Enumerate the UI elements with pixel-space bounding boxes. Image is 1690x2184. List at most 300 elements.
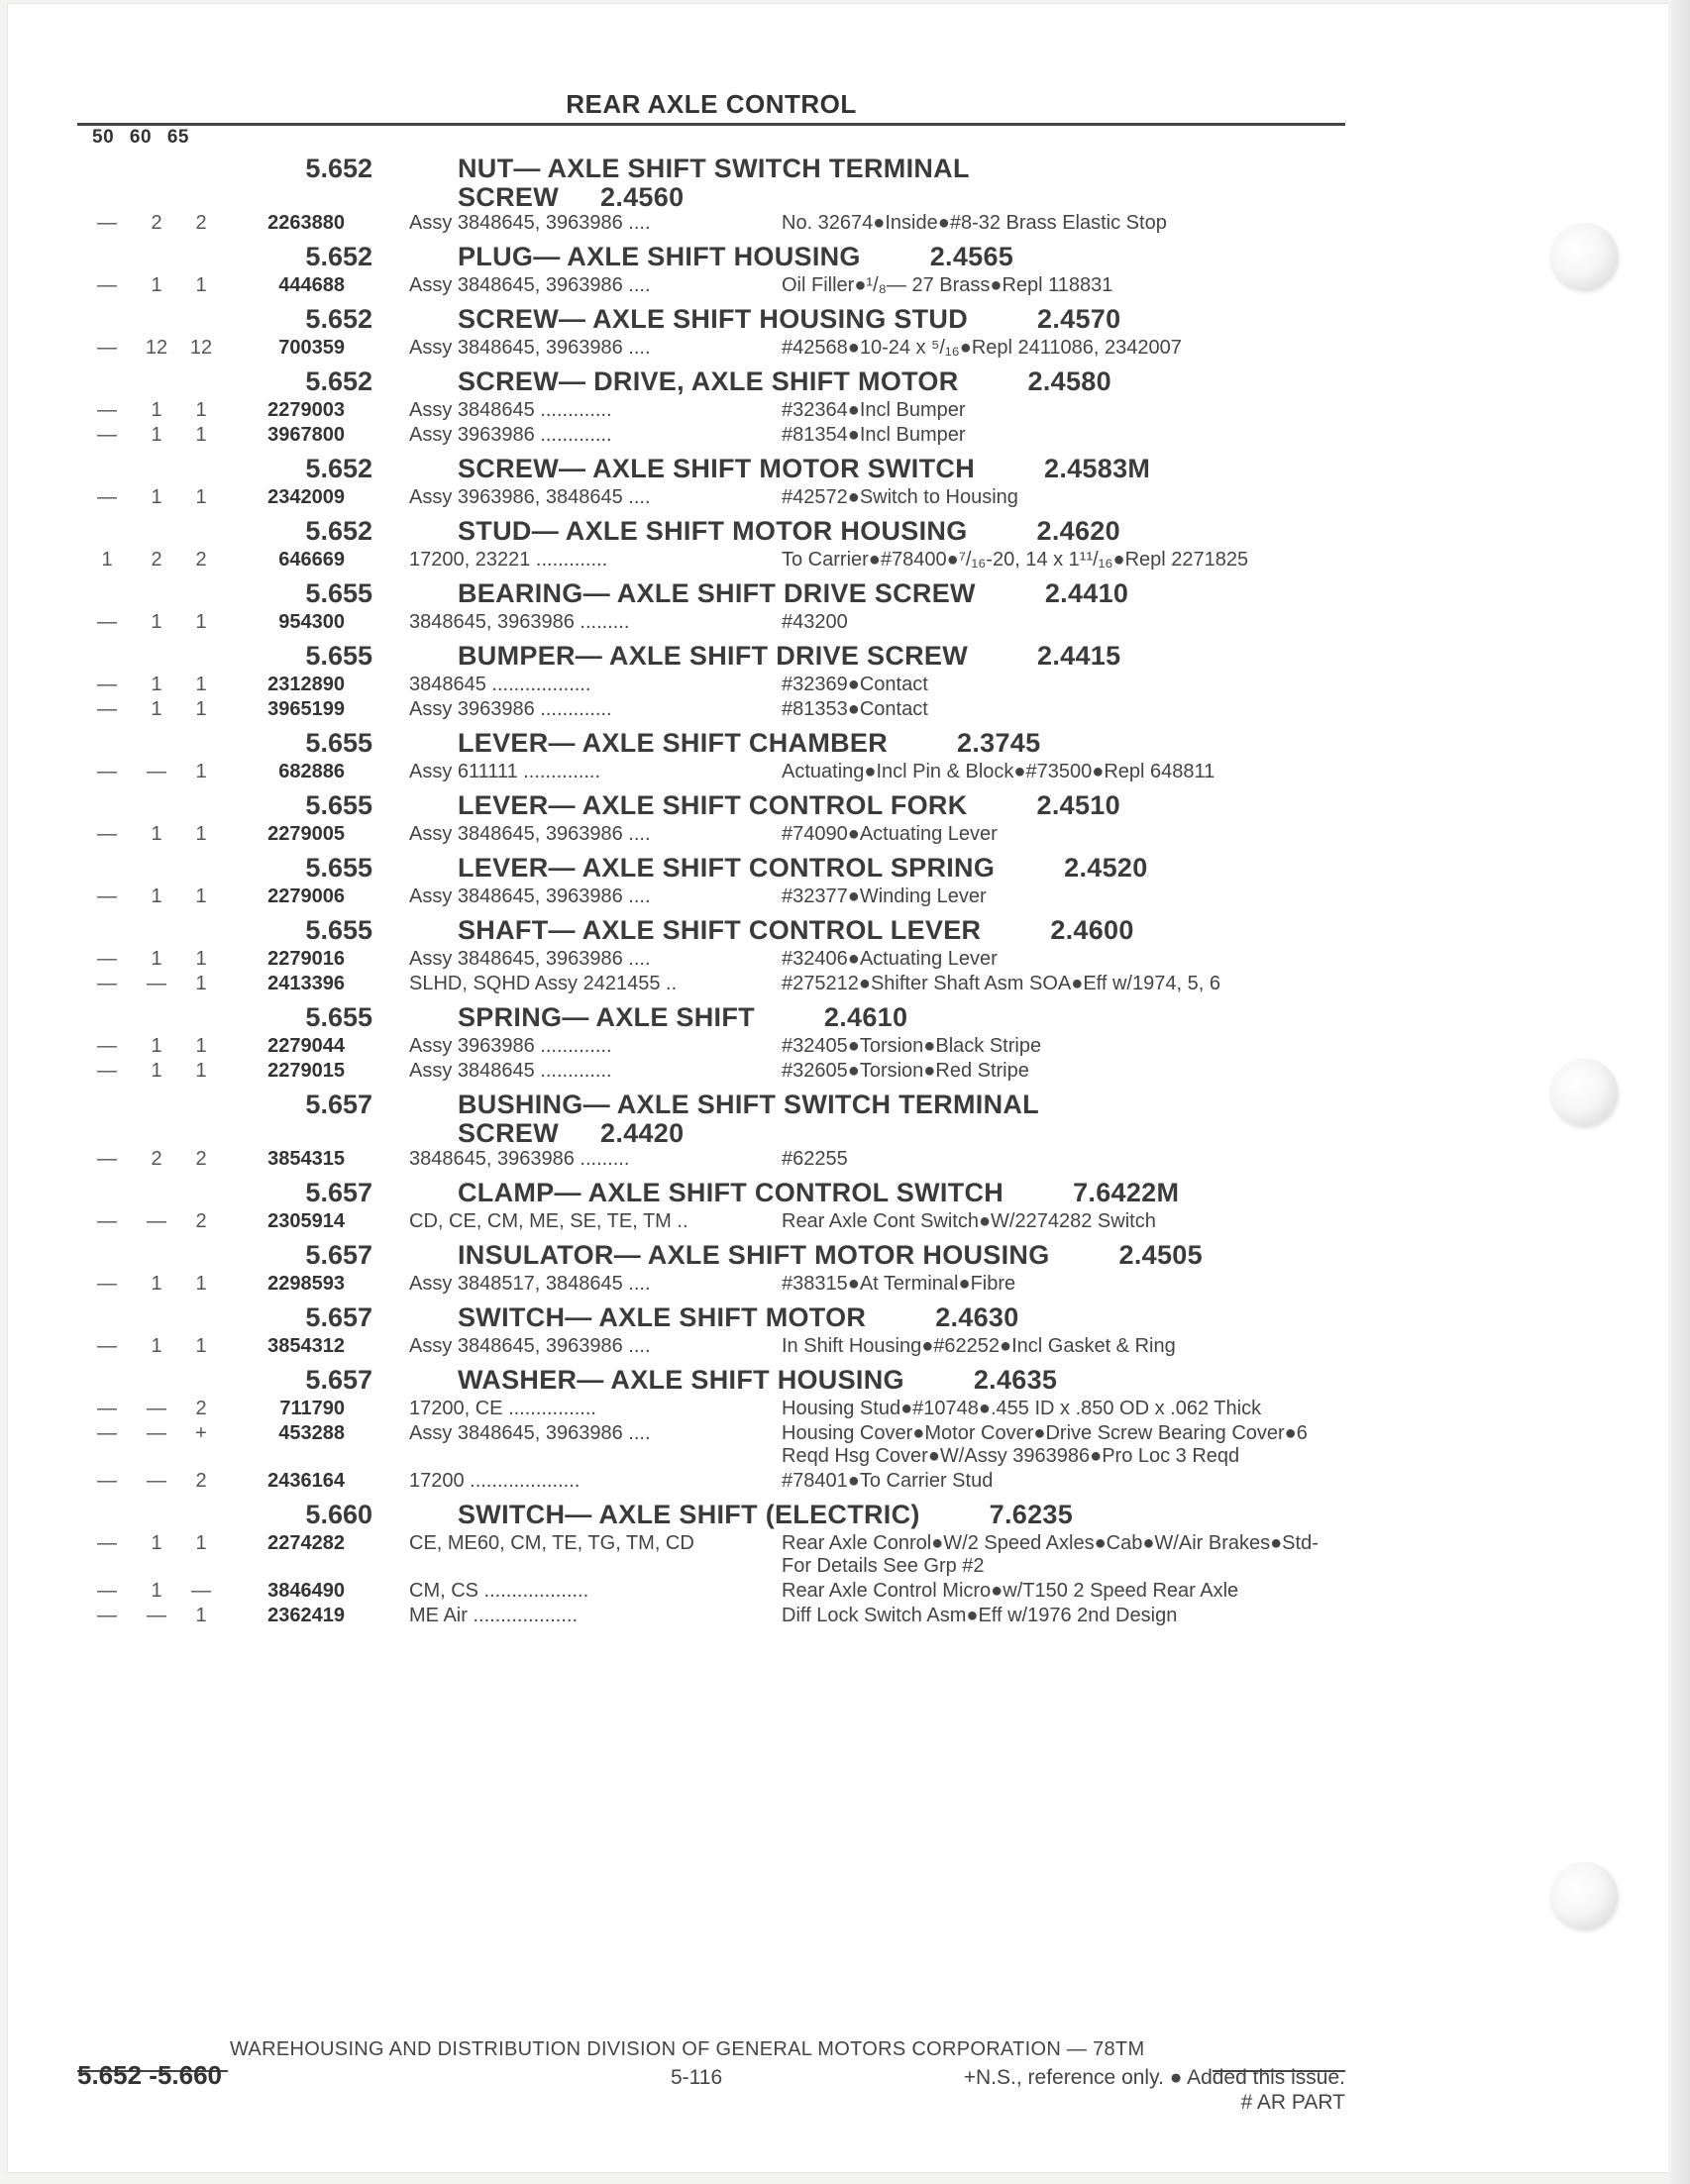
- group-description: [458, 1500, 1073, 1530]
- group-header: [0, 636, 1690, 674]
- model-usage: Assy 3963986 .............: [409, 1035, 612, 1057]
- group-header: [0, 997, 1690, 1035]
- model-usage: ME Air ...................: [409, 1605, 579, 1626]
- part-row: [0, 1422, 1690, 1470]
- part-group: [0, 299, 1690, 362]
- qty-60: 1: [151, 611, 162, 633]
- qty-65: 1: [195, 823, 207, 845]
- part-number: 2279044: [267, 1035, 345, 1057]
- qty-50: —: [97, 1470, 117, 1492]
- part-description: #32405●Torsion●Black Stripe: [782, 1035, 1042, 1057]
- part-group: [0, 785, 1690, 848]
- model-usage: CE, ME60, CM, TE, TG, TM, CD: [409, 1532, 694, 1554]
- part-row: [0, 761, 1690, 785]
- group-number: 5.655: [305, 728, 372, 758]
- qty-60: 1: [151, 674, 162, 695]
- part-row: [0, 1605, 1690, 1629]
- part-number: 3967800: [267, 424, 345, 446]
- group-description: [458, 1090, 1039, 1149]
- qty-65: 1: [195, 885, 207, 907]
- group-description-line-2: [458, 182, 970, 213]
- qty-60: 1: [151, 823, 162, 845]
- group-header: [0, 449, 1690, 486]
- part-row: [0, 1060, 1690, 1085]
- qty-60: 1: [151, 885, 162, 907]
- column-header-60: 60: [129, 127, 153, 148]
- group-description-text: INSULATOR— AXLE SHIFT MOTOR HOUSING: [458, 1240, 1050, 1270]
- model-usage: Assy 3848645, 3963986 ....: [409, 948, 651, 970]
- illustration-number: 2.4610: [823, 1002, 908, 1032]
- qty-50: —: [97, 698, 117, 720]
- part-group: [0, 237, 1690, 299]
- group-number: 5.655: [305, 915, 372, 945]
- part-group: [0, 362, 1690, 449]
- qty-50: —: [97, 1335, 117, 1357]
- model-usage: Assy 3848645, 3963986 ....: [409, 1422, 651, 1444]
- group-description-text: SCREW— DRIVE, AXLE SHIFT MOTOR: [458, 366, 959, 396]
- model-usage: Assy 3848517, 3848645 ....: [409, 1273, 651, 1295]
- group-description-text: LEVER— AXLE SHIFT CONTROL FORK: [458, 790, 968, 820]
- qty-50: —: [97, 1273, 117, 1295]
- part-row: [0, 1273, 1690, 1298]
- page-title: REAR AXLE CONTROL: [566, 89, 857, 119]
- group-description-text: BEARING— AXLE SHIFT DRIVE SCREW: [458, 578, 976, 608]
- part-description: No. 32674●Inside●#8-32 Brass Elastic Stop: [782, 212, 1167, 234]
- part-number: 2342009: [267, 486, 345, 508]
- group-description-text-2: SCREW: [458, 182, 559, 212]
- qty-50: —: [97, 674, 117, 695]
- qty-60: 1: [151, 1060, 162, 1082]
- part-number: 2279016: [267, 948, 345, 970]
- part-description: Rear Axle Control Micro●w/T150 2 Speed Rear Axle: [782, 1580, 1239, 1602]
- part-group: [0, 1235, 1690, 1298]
- part-description: #32377●Winding Lever: [782, 885, 987, 907]
- qty-65: 1: [195, 1532, 207, 1554]
- qty-50: —: [97, 399, 117, 421]
- qty-50: —: [97, 424, 117, 446]
- qty-65: 1: [195, 611, 207, 633]
- group-description: [458, 641, 1120, 672]
- illustration-number: 2.4565: [929, 242, 1014, 271]
- qty-60: 2: [151, 1148, 162, 1170]
- group-header: [0, 362, 1690, 399]
- part-row: [0, 973, 1690, 997]
- part-row: [0, 1335, 1690, 1360]
- qty-50: —: [97, 486, 117, 508]
- qty-50: —: [97, 1580, 117, 1602]
- qty-50: —: [97, 885, 117, 907]
- qty-50: —: [97, 1532, 117, 1554]
- qty-50: —: [97, 823, 117, 845]
- part-row: [0, 424, 1690, 449]
- qty-65: +: [195, 1422, 207, 1444]
- group-number: 5.657: [305, 1302, 372, 1332]
- part-row: [0, 549, 1690, 573]
- illustration-number: 2.4580: [1027, 366, 1111, 396]
- part-description: Actuating●Incl Pin & Block●#73500●Repl 648811: [782, 761, 1215, 782]
- group-description: [458, 1240, 1203, 1271]
- qty-65: 1: [195, 399, 207, 421]
- group-number: 5.660: [305, 1500, 372, 1529]
- illustration-number: 2.4635: [973, 1365, 1058, 1395]
- group-header: [0, 149, 1690, 212]
- part-number: 2362419: [267, 1605, 345, 1626]
- qty-65: 1: [195, 1060, 207, 1082]
- group-description: [458, 304, 1120, 335]
- illustration-number: 2.4505: [1118, 1240, 1203, 1270]
- group-number: 5.652: [305, 242, 372, 271]
- group-header: [0, 910, 1690, 948]
- part-group: [0, 723, 1690, 785]
- group-description: [458, 154, 970, 213]
- parts-list: [0, 149, 1690, 1629]
- part-description: #42568●10-24 x ⁵/₁₆●Repl 2411086, 2342007: [782, 337, 1182, 359]
- illustration-number: 2.4630: [935, 1302, 1019, 1332]
- qty-65: 1: [195, 274, 207, 296]
- part-description: #32364●Incl Bumper: [782, 399, 966, 421]
- part-number: 700359: [278, 337, 345, 359]
- part-description: #43200: [782, 611, 848, 633]
- part-group: [0, 910, 1690, 997]
- group-description-text-2: SCREW: [458, 1118, 559, 1148]
- part-description: #275212●Shifter Shaft Asm SOA●Eff w/1974, 5, 6: [782, 973, 1220, 994]
- column-headers: [92, 127, 199, 149]
- qty-65: 1: [195, 1035, 207, 1057]
- part-group: [0, 573, 1690, 636]
- column-header-50: 50: [92, 127, 115, 148]
- part-description: #62255: [782, 1148, 848, 1170]
- group-description-text: LEVER— AXLE SHIFT CONTROL SPRING: [458, 853, 996, 883]
- title-rule: [77, 123, 1345, 126]
- illustration-number: 2.4415: [1037, 641, 1121, 671]
- group-description-text: LEVER— AXLE SHIFT CHAMBER: [458, 728, 889, 758]
- part-group: [0, 636, 1690, 723]
- group-number: 5.652: [305, 154, 372, 183]
- group-description-line-2: [458, 1118, 1039, 1149]
- group-number: 5.657: [305, 1090, 372, 1119]
- qty-50: 1: [101, 549, 113, 571]
- part-number: 3854315: [267, 1148, 345, 1170]
- part-description: In Shift Housing●#62252●Incl Gasket & Ring: [782, 1335, 1176, 1357]
- part-row: [0, 1580, 1690, 1605]
- model-usage: Assy 3848645, 3963986 ....: [409, 274, 651, 296]
- qty-60: 1: [151, 424, 162, 446]
- part-number: 682886: [278, 761, 345, 782]
- footer-page-number: 5-116: [671, 2066, 723, 2089]
- group-number: 5.652: [305, 366, 372, 396]
- model-usage: Assy 3848645 .............: [409, 1060, 612, 1082]
- part-group: [0, 1173, 1690, 1235]
- part-row: [0, 611, 1690, 636]
- part-description: #38315●At Terminal●Fibre: [782, 1273, 1016, 1295]
- group-header: [0, 1085, 1690, 1148]
- illustration-number: 2.4583M: [1044, 454, 1151, 483]
- model-usage: 17200, CE ................: [409, 1398, 596, 1419]
- part-row: [0, 399, 1690, 424]
- qty-65: 1: [195, 948, 207, 970]
- part-description: #32605●Torsion●Red Stripe: [782, 1060, 1029, 1082]
- group-number: 5.655: [305, 790, 372, 820]
- part-number: 2274282: [267, 1532, 345, 1554]
- model-usage: Assy 3848645, 3963986 ....: [409, 823, 651, 845]
- part-description: Diff Lock Switch Asm●Eff w/1976 2nd Design: [782, 1605, 1178, 1626]
- model-usage: 3848645, 3963986 .........: [409, 1148, 630, 1170]
- part-row: [0, 698, 1690, 723]
- model-usage: 17200 ....................: [409, 1470, 581, 1492]
- part-number: 2279006: [267, 885, 345, 907]
- model-usage: Assy 3848645, 3963986 ....: [409, 1335, 651, 1357]
- qty-65: 2: [195, 1398, 207, 1419]
- part-group: [0, 449, 1690, 511]
- qty-65: 1: [195, 698, 207, 720]
- qty-65: 12: [189, 337, 213, 359]
- qty-65: 1: [195, 761, 207, 782]
- group-header: [0, 723, 1690, 761]
- group-number: 5.655: [305, 641, 372, 671]
- part-description: #74090●Actuating Lever: [782, 823, 998, 845]
- qty-50: —: [97, 1605, 117, 1626]
- footer-group-range: 5.652 -5.660: [77, 2060, 223, 2090]
- group-number: 5.652: [305, 454, 372, 483]
- part-number: 3854312: [267, 1335, 345, 1357]
- qty-50: —: [97, 274, 117, 296]
- illustration-number: 2.4620: [1036, 516, 1120, 546]
- group-number: 5.657: [305, 1240, 372, 1270]
- qty-60: 1: [151, 948, 162, 970]
- part-number: 954300: [278, 611, 345, 633]
- illustration-number: 2.4570: [1037, 304, 1121, 334]
- part-description: Rear Axle Conrol●W/2 Speed Axles●Cab●W/Air Brakes●Std-For Details See Grp #2: [782, 1532, 1319, 1577]
- part-row: [0, 1035, 1690, 1060]
- group-description-text: SWITCH— AXLE SHIFT MOTOR: [458, 1302, 867, 1332]
- group-number: 5.652: [305, 516, 372, 546]
- group-header: [0, 848, 1690, 885]
- qty-65: 1: [195, 973, 207, 994]
- group-header: [0, 1495, 1690, 1532]
- part-description: Rear Axle Cont Switch●W/2274282 Switch: [782, 1210, 1156, 1232]
- qty-60: —: [147, 1422, 166, 1444]
- part-row: [0, 274, 1690, 299]
- illustration-number: 2.4420: [600, 1118, 685, 1148]
- part-description: To Carrier●#78400●⁷/₁₆-20, 14 x 1¹¹/₁₆●Repl 2271825: [782, 549, 1249, 571]
- part-number: 453288: [278, 1422, 345, 1444]
- model-usage: Assy 3848645, 3963986 ....: [409, 885, 651, 907]
- qty-65: 2: [195, 212, 207, 234]
- part-number: 711790: [279, 1398, 345, 1419]
- footer-company: WAREHOUSING AND DISTRIBUTION DIVISION OF GENERAL MOTORS CORPORATION — 78TM: [230, 2038, 1145, 2060]
- qty-50: —: [97, 611, 117, 633]
- model-usage: SLHD, SQHD Assy 2421455 ..: [409, 973, 678, 994]
- qty-60: 1: [151, 1580, 162, 1602]
- qty-60: 1: [151, 399, 162, 421]
- part-description: #81353●Contact: [782, 698, 928, 720]
- qty-50: —: [97, 1060, 117, 1082]
- group-description: [458, 516, 1120, 547]
- group-description: [458, 1302, 1019, 1333]
- group-header: [0, 573, 1690, 611]
- part-description: #78401●To Carrier Stud: [782, 1470, 994, 1492]
- group-description-text: WASHER— AXLE SHIFT HOUSING: [458, 1365, 904, 1395]
- qty-50: —: [97, 973, 117, 994]
- group-number: 5.657: [305, 1178, 372, 1207]
- qty-65: 2: [195, 1470, 207, 1492]
- part-row: [0, 212, 1690, 237]
- part-description: Housing Stud●#10748●.455 ID x .850 OD x .062 Thick: [782, 1398, 1262, 1419]
- binder-hole-bottom: [1550, 1862, 1618, 1929]
- part-row: [0, 823, 1690, 848]
- group-header: [0, 299, 1690, 337]
- column-header-65: 65: [166, 127, 189, 148]
- qty-65: 1: [195, 424, 207, 446]
- model-usage: Assy 3848645, 3963986 ....: [409, 337, 651, 359]
- group-header: [0, 237, 1690, 274]
- qty-60: 1: [151, 1273, 162, 1295]
- qty-50: —: [97, 1398, 117, 1419]
- part-description: Housing Cover●Motor Cover●Drive Screw Bearing Cover●6 Reqd Hsg Cover●W/Assy 3963986●Pro Loc 3 Reqd: [782, 1422, 1308, 1467]
- model-usage: CD, CE, CM, ME, SE, TE, TM ..: [409, 1210, 688, 1232]
- part-row: [0, 486, 1690, 511]
- part-number: 2263880: [267, 212, 345, 234]
- qty-60: 1: [151, 1532, 162, 1554]
- part-row: [0, 948, 1690, 973]
- qty-60: 1: [151, 1035, 162, 1057]
- group-description: [458, 366, 1111, 397]
- qty-65: 1: [195, 1273, 207, 1295]
- qty-50: —: [97, 1148, 117, 1170]
- part-number: 3965199: [267, 698, 345, 720]
- group-description: [458, 853, 1148, 884]
- qty-60: —: [147, 1605, 166, 1626]
- part-number: 2298593: [267, 1273, 345, 1295]
- group-header: [0, 1360, 1690, 1398]
- part-description: #32369●Contact: [782, 674, 928, 695]
- part-row: [0, 1398, 1690, 1422]
- group-description-text: SCREW— AXLE SHIFT HOUSING STUD: [458, 304, 969, 334]
- group-number: 5.655: [305, 853, 372, 883]
- part-description: #42572●Switch to Housing: [782, 486, 1018, 508]
- qty-60: —: [147, 1470, 166, 1492]
- group-header: [0, 511, 1690, 549]
- group-description-text: NUT— AXLE SHIFT SWITCH TERMINAL: [458, 154, 970, 183]
- illustration-number: 2.4560: [600, 182, 685, 212]
- group-description: [458, 1178, 1179, 1208]
- group-description: [458, 915, 1134, 946]
- illustration-number: 2.4600: [1050, 915, 1134, 945]
- qty-65: 2: [195, 1210, 207, 1232]
- qty-65: 1: [195, 674, 207, 695]
- qty-60: 1: [151, 486, 162, 508]
- group-header: [0, 1298, 1690, 1335]
- qty-60: —: [147, 973, 166, 994]
- group-description: [458, 1002, 907, 1033]
- model-usage: Assy 3963986, 3848645 ....: [409, 486, 651, 508]
- part-description: Oil Filler●¹/₈— 27 Brass●Repl 118831: [782, 274, 1113, 296]
- part-description: #32406●Actuating Lever: [782, 948, 998, 970]
- group-description: [458, 454, 1150, 484]
- qty-60: 12: [145, 337, 168, 359]
- part-number: 2279003: [267, 399, 345, 421]
- footer-legend-line-2: # AR PART: [1240, 2091, 1345, 2114]
- model-usage: Assy 611111 ..............: [409, 761, 601, 782]
- part-group: [0, 1360, 1690, 1495]
- part-row: [0, 1532, 1690, 1580]
- group-description-text: SHAFT— AXLE SHIFT CONTROL LEVER: [458, 915, 982, 945]
- qty-50: —: [97, 1422, 117, 1444]
- part-number: 2279005: [267, 823, 345, 845]
- part-number: 2413396: [267, 973, 345, 994]
- model-usage: 3848645, 3963986 .........: [409, 611, 630, 633]
- illustration-number: 7.6422M: [1073, 1178, 1180, 1207]
- part-number: 2436164: [267, 1470, 345, 1492]
- part-number: 2312890: [267, 674, 345, 695]
- qty-50: —: [97, 948, 117, 970]
- group-description-text: PLUG— AXLE SHIFT HOUSING: [458, 242, 861, 271]
- part-number: 646669: [278, 549, 345, 571]
- part-row: [0, 885, 1690, 910]
- qty-50: —: [97, 1035, 117, 1057]
- group-description-text: SCREW— AXLE SHIFT MOTOR SWITCH: [458, 454, 975, 483]
- model-usage: Assy 3848645 .............: [409, 399, 612, 421]
- illustration-number: 7.6235: [989, 1500, 1074, 1529]
- qty-65: 1: [195, 486, 207, 508]
- group-description: [458, 578, 1128, 609]
- group-header: [0, 1235, 1690, 1273]
- part-group: [0, 1085, 1690, 1173]
- qty-60: —: [147, 1398, 166, 1419]
- model-usage: 3848645 ..................: [409, 674, 591, 695]
- qty-65: —: [191, 1580, 211, 1602]
- group-number: 5.657: [305, 1365, 372, 1395]
- qty-60: 1: [151, 274, 162, 296]
- part-number: 444688: [278, 274, 345, 296]
- qty-60: 1: [151, 1335, 162, 1357]
- part-group: [0, 997, 1690, 1085]
- part-group: [0, 1495, 1690, 1629]
- group-description-text: STUD— AXLE SHIFT MOTOR HOUSING: [458, 516, 968, 546]
- illustration-number: 2.3745: [957, 728, 1041, 758]
- footer-legend-line-1: +N.S., reference only. ● Added this issue.: [963, 2066, 1345, 2089]
- group-number: 5.655: [305, 578, 372, 608]
- part-number: 2279015: [267, 1060, 345, 1082]
- part-row: [0, 337, 1690, 362]
- illustration-number: 2.4510: [1036, 790, 1120, 820]
- qty-65: 2: [195, 1148, 207, 1170]
- part-number: 3846490: [267, 1580, 345, 1602]
- group-description: [458, 242, 1013, 272]
- qty-50: —: [97, 337, 117, 359]
- model-usage: 17200, 23221 .............: [409, 549, 608, 571]
- qty-60: 2: [151, 549, 162, 571]
- qty-60: 1: [151, 698, 162, 720]
- model-usage: Assy 3963986 .............: [409, 698, 612, 720]
- qty-60: —: [147, 761, 166, 782]
- group-header: [0, 785, 1690, 823]
- model-usage: CM, CS ...................: [409, 1580, 589, 1602]
- group-description: [458, 1365, 1057, 1396]
- group-number: 5.652: [305, 304, 372, 334]
- footer-legend: [847, 2065, 1345, 2115]
- qty-65: 1: [195, 1335, 207, 1357]
- model-usage: Assy 3963986 .............: [409, 424, 612, 446]
- part-group: [0, 511, 1690, 573]
- group-description-text: BUSHING— AXLE SHIFT SWITCH TERMINAL: [458, 1090, 1039, 1119]
- group-description: [458, 728, 1040, 759]
- qty-50: —: [97, 1210, 117, 1232]
- part-group: [0, 149, 1690, 237]
- group-description-text: BUMPER— AXLE SHIFT DRIVE SCREW: [458, 641, 969, 671]
- qty-50: —: [97, 212, 117, 234]
- model-usage: Assy 3848645, 3963986 ....: [409, 212, 651, 234]
